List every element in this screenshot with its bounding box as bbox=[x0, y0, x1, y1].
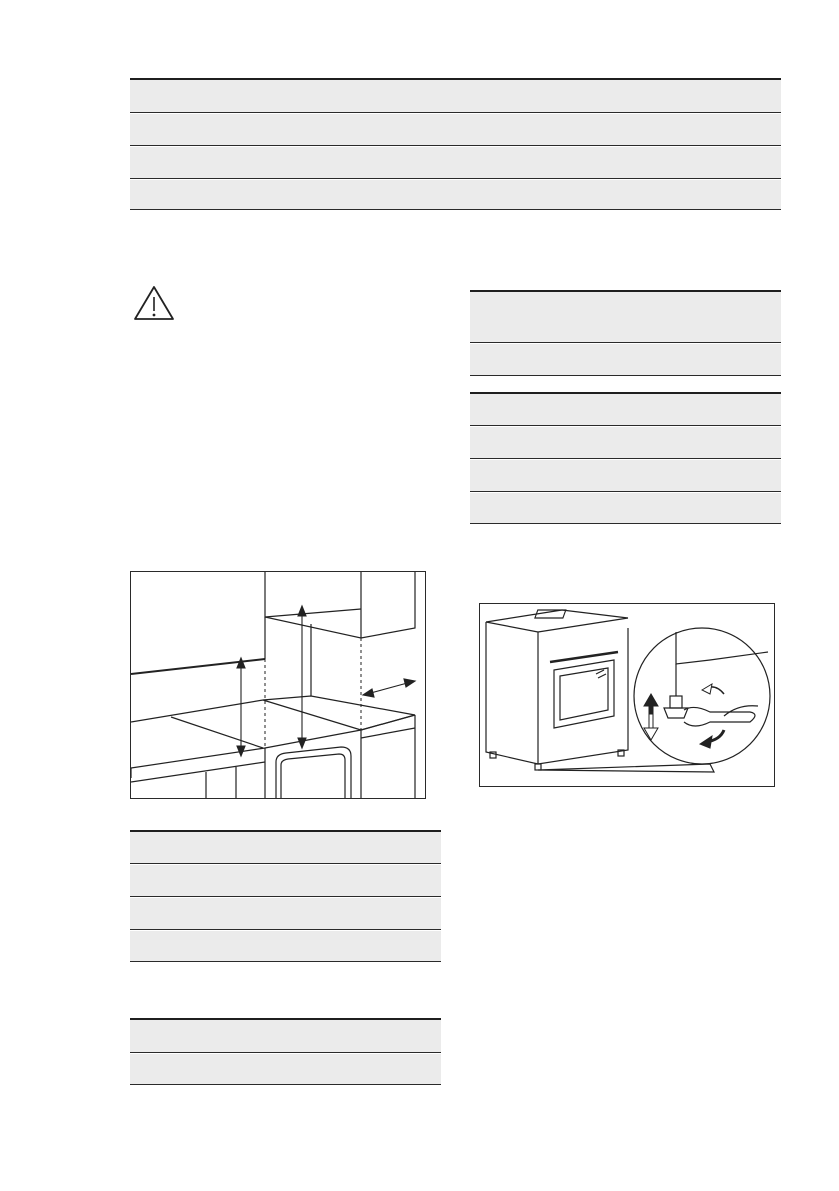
table-row bbox=[470, 344, 781, 376]
table-row bbox=[130, 931, 441, 962]
table-row bbox=[130, 1020, 441, 1053]
right-table-b bbox=[470, 392, 781, 524]
left-table-b bbox=[130, 1018, 441, 1085]
table-row bbox=[130, 1054, 441, 1085]
table-row bbox=[130, 180, 781, 210]
table-row bbox=[130, 832, 441, 864]
table-row bbox=[130, 80, 781, 113]
right-table-a bbox=[470, 290, 781, 376]
table-row bbox=[470, 460, 781, 492]
installation-clearance-illustration bbox=[130, 571, 426, 799]
table-row bbox=[130, 898, 441, 930]
table-row bbox=[130, 147, 781, 179]
table-row bbox=[470, 427, 781, 459]
arrow-icon bbox=[644, 684, 724, 748]
warning-triangle-icon bbox=[133, 285, 175, 321]
table-row bbox=[470, 394, 781, 426]
table-row bbox=[470, 292, 781, 343]
table-row bbox=[470, 493, 781, 524]
table-row bbox=[130, 114, 781, 146]
table-row bbox=[130, 865, 441, 897]
left-table-a bbox=[130, 830, 441, 962]
top-table bbox=[130, 78, 781, 210]
cooker-leveling-illustration bbox=[479, 603, 775, 787]
